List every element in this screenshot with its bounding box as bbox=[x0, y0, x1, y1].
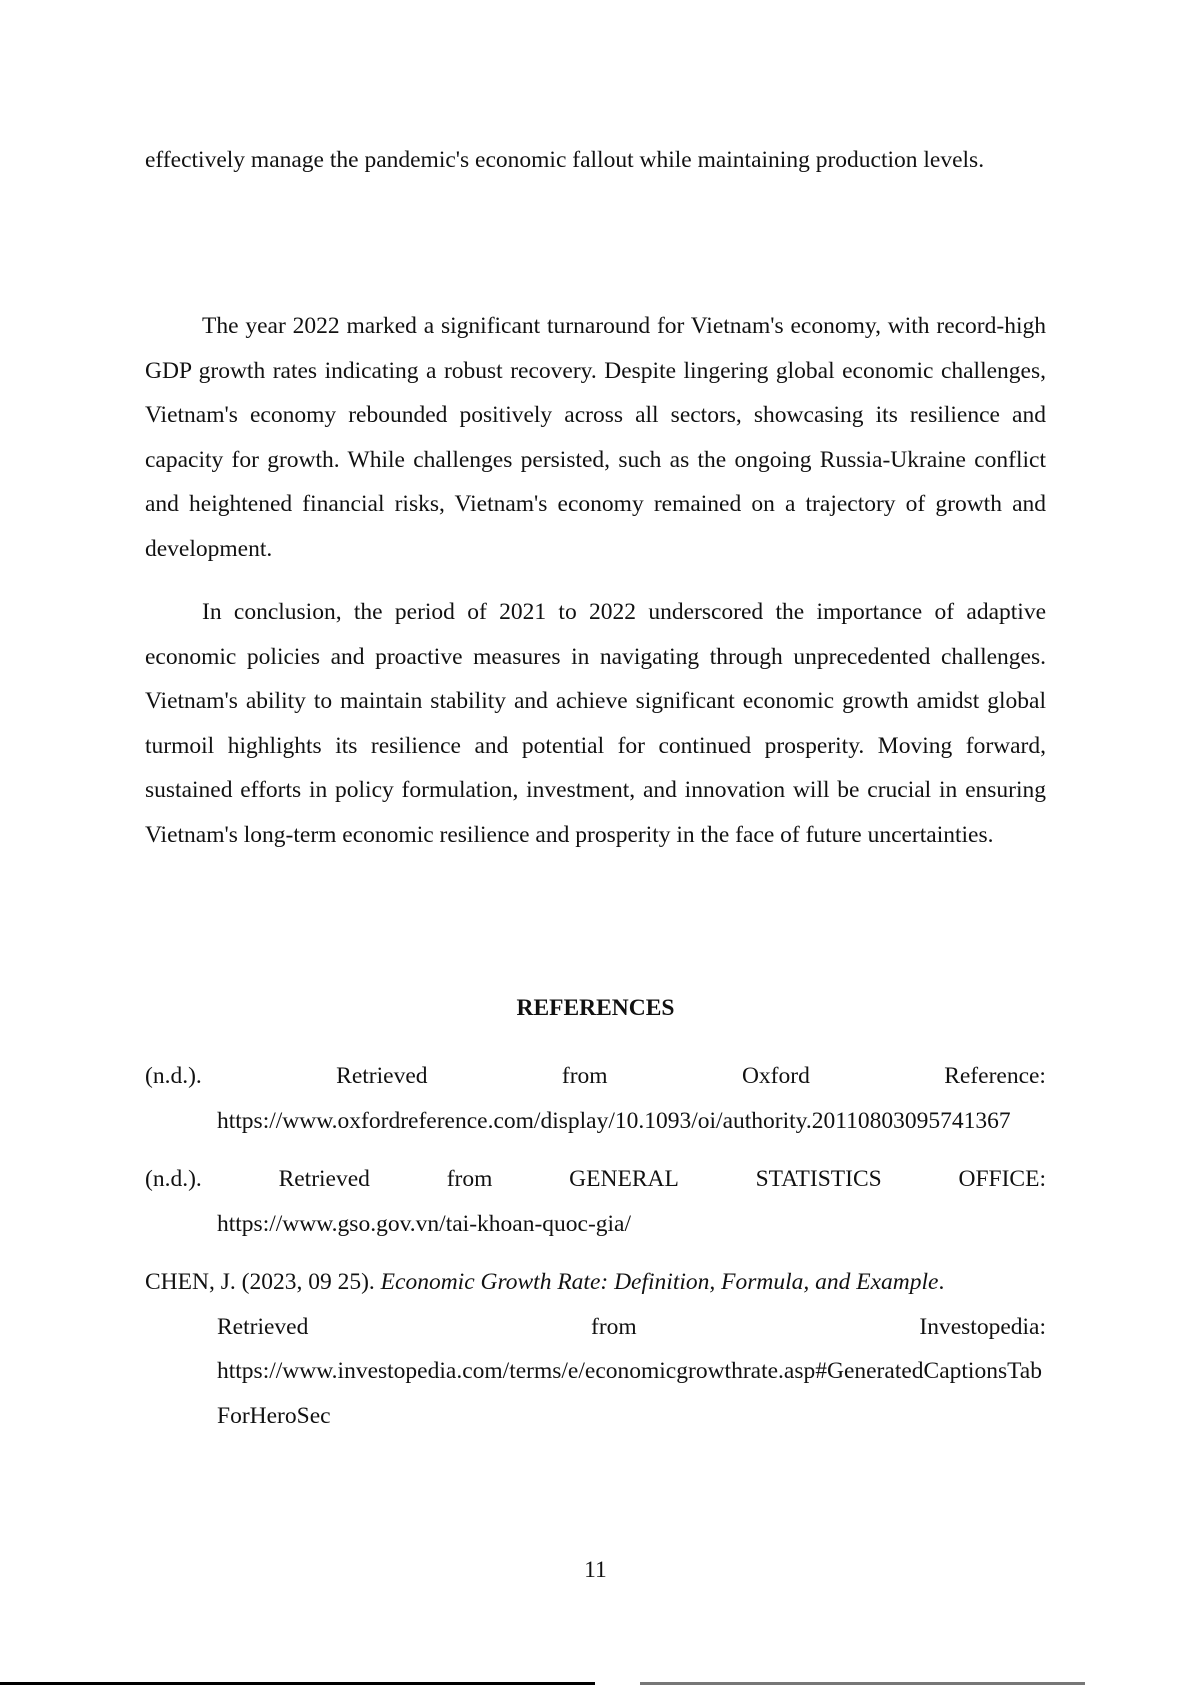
ref-word: from bbox=[561, 1063, 608, 1089]
ref-word: (n.d.). bbox=[145, 1166, 202, 1192]
paragraph-text: The year 2022 marked a significant turnaround for Vietnam's economy, with record-high GDP growth rates indicating a robust recovery. Despite lingering global economic challenges, Vietnam's economy rebounded positively across all sectors, showcasing its resilience and capacity for growth. While challenges persisted, such as the ongoing Russia-Ukraine conflict and heightened financial risks, Vietnam's economy remained on a trajectory of growth and development. bbox=[145, 313, 1046, 562]
reference-first-line bbox=[145, 1260, 1046, 1305]
references-heading: REFERENCES bbox=[516, 995, 675, 1021]
ref-word: Oxford bbox=[741, 1063, 810, 1089]
paragraph-text: In conclusion, the period of 2021 to 2022 underscored the importance of adaptive economic policies and proactive measures in navigating through unprecedented challenges. Vietnam's ability to maintain stability and achieve significant economic growth amidst global turmoil highlights its resilience and potential for continued prosperity. Moving forward, sustained efforts in policy formulation, investment, and innovation will be crucial in ensuring Vietnam's long-term economic resilience and prosperity in the face of future uncertainties. bbox=[145, 599, 1046, 848]
body-paragraph-continuation bbox=[145, 138, 1046, 183]
reference-url[interactable]: https://www.gso.gov.vn/tai-khoan-quoc-gia/ bbox=[217, 1210, 632, 1237]
references-list bbox=[145, 1054, 1046, 1452]
body-paragraph-conclusion bbox=[145, 590, 1046, 857]
reference-title-end: . bbox=[938, 1269, 945, 1295]
reference-item-investopedia bbox=[145, 1260, 1046, 1438]
reference-first-line bbox=[145, 1054, 1046, 1099]
ref-word: from bbox=[446, 1166, 493, 1192]
ref-word: OFFICE: bbox=[958, 1166, 1046, 1192]
page-number: 11 bbox=[584, 1557, 607, 1583]
ref-word: Retrieved bbox=[336, 1063, 428, 1089]
ref-word: STATISTICS bbox=[755, 1166, 882, 1192]
reference-title: Economic Growth Rate: Definition, Formula, and Example bbox=[380, 1269, 939, 1295]
ref-word: (n.d.). bbox=[145, 1063, 202, 1089]
reference-author-date: CHEN, J. (2023, 09 25). bbox=[145, 1269, 381, 1295]
ref-word: Retrieved bbox=[217, 1313, 309, 1340]
ref-word: from bbox=[591, 1313, 637, 1340]
ref-word: Investopedia: bbox=[919, 1313, 1046, 1340]
reference-item-oxford bbox=[145, 1054, 1046, 1143]
reference-url[interactable]: https://www.investopedia.com/terms/e/economicgrowthrate.asp#GeneratedCaptionsTabForHeroSec bbox=[217, 1358, 1042, 1429]
reference-second-line bbox=[217, 1305, 1046, 1350]
paragraph-text: effectively manage the pandemic's economic fallout while maintaining production levels. bbox=[145, 147, 985, 173]
ref-word: GENERAL bbox=[569, 1166, 679, 1192]
ref-word: Retrieved bbox=[278, 1166, 370, 1192]
reference-url[interactable]: https://www.oxfordreference.com/display/10.1093/oi/authority.20110803095741367 bbox=[217, 1107, 1011, 1134]
ref-word: Reference: bbox=[944, 1063, 1046, 1089]
body-paragraph-2022-turnaround bbox=[145, 304, 1046, 571]
reference-first-line bbox=[145, 1157, 1046, 1202]
reference-item-gso bbox=[145, 1157, 1046, 1246]
